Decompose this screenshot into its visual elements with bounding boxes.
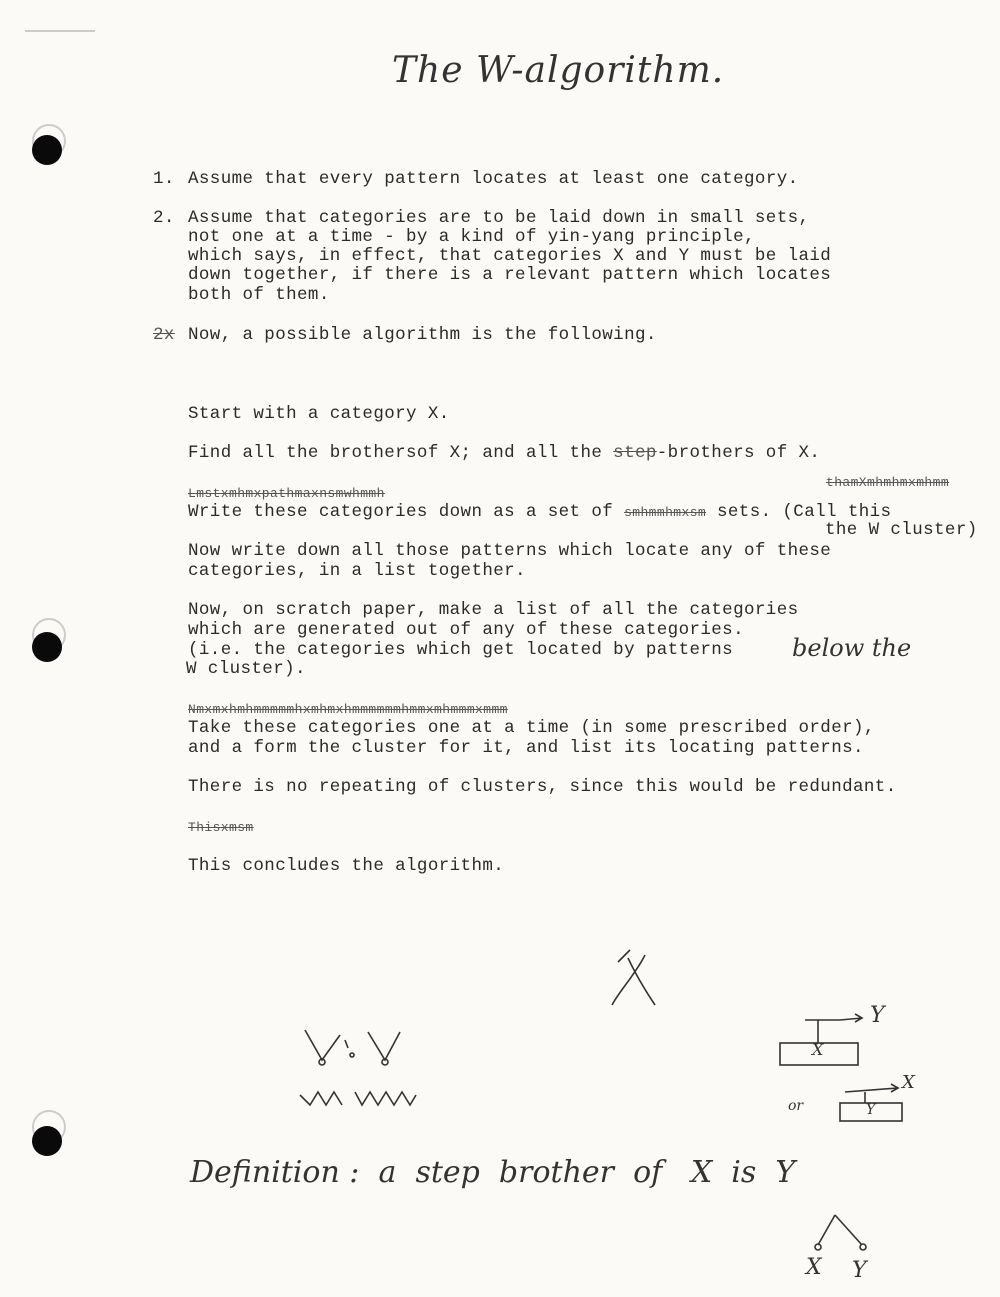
step-write-struck: smhmmhmxsm [624,505,707,520]
sketch-arrow-y-label: Y [870,1003,885,1028]
step-now-2: categories, in a list together. [188,561,526,581]
step-scratch-2: which are generated out of any of these categories. [188,620,744,640]
item-2-line: which says, in effect, that categories X and Y must be laid [188,246,832,266]
step-take-1: Take these categories one at a time (in some prescribed order), [188,718,875,738]
step-start: Start with a category X. [188,404,450,424]
step-find-struck: step [613,443,657,463]
bottom-x-label: X [806,1255,822,1280]
sketch-or-label: or [788,1098,804,1114]
step-conclude: This concludes the algorithm. [188,856,505,876]
struck-line-right: thamXmhmhmxmhmm [826,475,950,490]
step-scratch-1: Now, on scratch paper, make a list of all the categories [188,600,799,620]
step-scratch-4: W cluster). [186,659,306,679]
sketch-x-label: X [812,1040,824,1059]
intro-text: Now, a possible algorithm is the following. [188,325,657,345]
step-scratch-3: (i.e. the categories which get located by patterns [188,640,734,660]
intro-prefix: 2x [153,325,175,345]
step-write-c: the W cluster) [825,520,978,540]
step-take-2: and a form the cluster for it, and list its locating patterns. [188,738,864,758]
page-title: The W-algorithm. [392,50,725,91]
handwritten-definition: Definition : a step brother of X is Y [190,1155,796,1190]
item-2-number: 2. [153,208,175,228]
step-find-b: -brothers of X. [656,443,821,463]
sketch-box-y-label: Y [866,1102,876,1118]
bottom-y-label: Y [852,1258,867,1283]
item-2-line: both of them. [188,285,330,305]
sketch-arrow-x-label: X [902,1072,915,1093]
step-write-a: Write these categories down as a set of [188,502,625,522]
step-find-a: Find all the brothersof X; and all the [188,443,614,463]
struck-line-2: Nmxmxhmhmmmmmhxmhmxhmmmmmmhmmxmhmmmxmmm [188,702,508,717]
struck-line-3: Thisxmsm [188,820,254,835]
struck-line-1: Lmstxmhmxpathmaxnsmwhmmh [188,486,385,501]
item-2-line: not one at a time - by a kind of yin-yang principle, [188,227,755,247]
handwritten-below-the: below the [792,634,912,662]
step-write-b: sets. (Call this [706,502,892,522]
item-2-line: down together, if there is a relevant pattern which locates [188,265,832,285]
item-2-line: Assume that categories are to be laid down in small sets, [188,208,810,228]
step-now-1: Now write down all those patterns which locate any of these [188,541,832,561]
step-no-repeat: There is no repeating of clusters, since this would be redundant. [188,777,897,797]
item-1-number: 1. [153,169,175,189]
item-1-line: Assume that every pattern locates at least one category. [188,169,799,189]
